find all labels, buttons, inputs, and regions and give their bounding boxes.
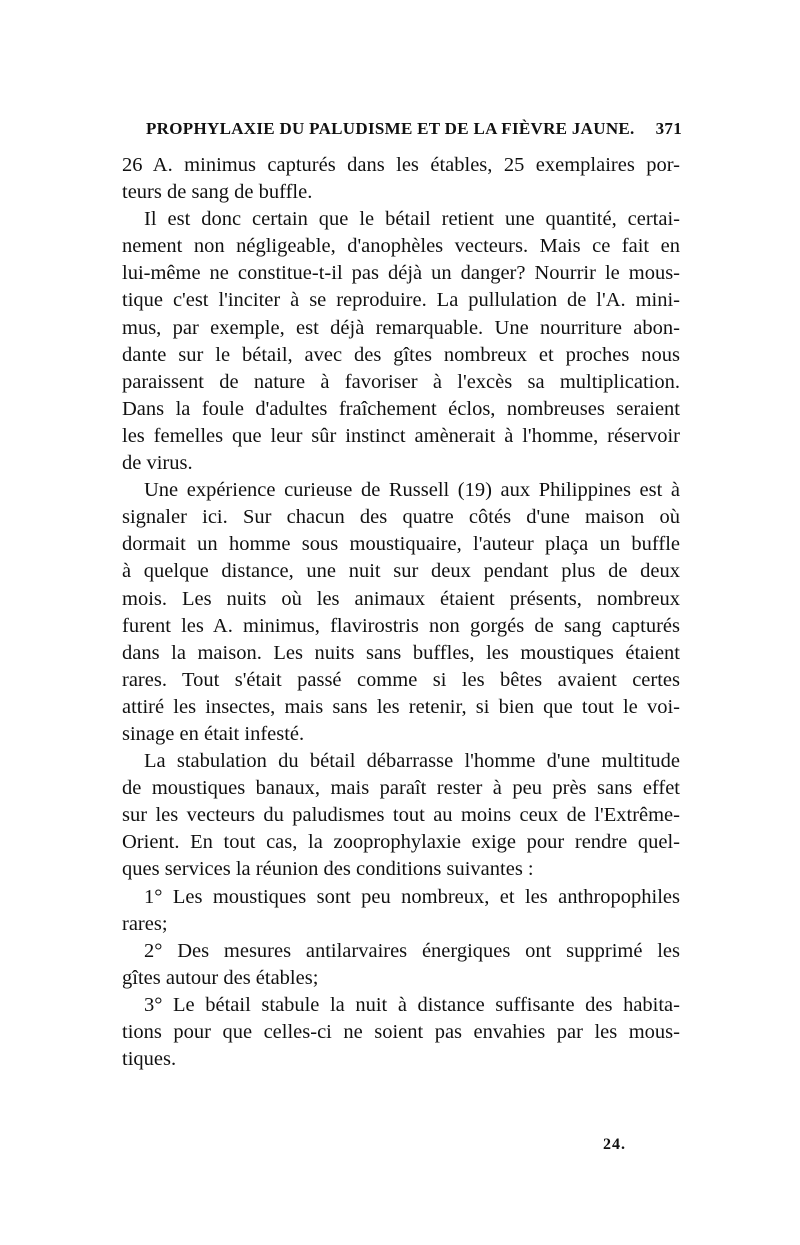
text-line: nement non négligeable, d'anophèles vecteurs. Mais ce fait en (122, 235, 680, 258)
text-line: dormait un homme sous moustiquaire, l'auteur plaça un buffle (122, 533, 680, 556)
text-line: mus, par exemple, est déjà remarquable. Une nourriture abon- (122, 316, 680, 339)
text-line: paraissent de nature à favoriser à l'excès sa multiplication. (122, 370, 680, 393)
text-line: 1° Les moustiques sont peu nombreux, et les anthropophiles (144, 885, 680, 908)
text-line: de moustiques banaux, mais paraît rester à peu près sans effet (122, 777, 680, 800)
text-line: à quelque distance, une nuit sur deux pendant plus de deux (122, 560, 680, 583)
text-line: furent les A. minimus, flavirostris non gorgés de sang capturés (122, 614, 680, 637)
text-line: Orient. En tout cas, la zooprophylaxie exige pour rendre quel- (122, 831, 680, 854)
text-line: de virus. (122, 452, 193, 475)
text-line: sur les vecteurs du paludismes tout au moins ceux de l'Extrême- (122, 804, 680, 827)
running-head (146, 119, 682, 139)
text-line: dante sur le bétail, avec des gîtes nombreux et proches nous (122, 343, 680, 366)
text-line: Il est donc certain que le bétail retient une quantité, certai- (144, 208, 680, 231)
text-line: tions pour que celles-ci ne soient pas envahies par les mous- (122, 1021, 680, 1043)
text-line: 3° Le bétail stabule la nuit à distance suffisante des habita- (144, 993, 680, 1016)
text-line: tiques. (122, 1048, 177, 1071)
text-line: attiré les insectes, mais sans les retenir, si bien que tout le voi- (122, 695, 680, 718)
text-line: mois. Les nuits où les animaux étaient présents, nombreux (122, 587, 680, 610)
text-line: lui-même ne constitue-t-il pas déjà un danger? Nourrir le mous- (122, 262, 680, 285)
text-line: teurs de sang de buffle. (122, 181, 313, 204)
text-line: 26 A. minimus capturés dans les étables, 25 exemplaires por- (122, 154, 680, 176)
text-line: 2° Des mesures antilarvaires énergiques ont supprimé les (144, 939, 680, 962)
text-line: signaler ici. Sur chacun des quatre côtés d'une maison où (122, 506, 680, 529)
page-number: 371 (655, 119, 682, 138)
text-line: gîtes autour des étables; (122, 966, 319, 989)
signature-mark: 24. (603, 1136, 626, 1153)
text-line: Dans la foule d'adultes fraîchement éclos, nombreuses seraient (122, 397, 680, 420)
text-line: dans la maison. Les nuits sans buffles, les moustiques étaient (122, 641, 680, 664)
text-line: tique c'est l'inciter à se reproduire. La pullulation de l'A. mini- (122, 289, 680, 312)
running-title: PROPHYLAXIE DU PALUDISME ET DE LA FIÈVRE JAUNE. (146, 119, 635, 138)
text-line: ques services la réunion des conditions suivantes : (122, 858, 534, 881)
text-line: sinage en était infesté. (122, 722, 305, 745)
text-line: rares; (122, 912, 168, 935)
text-line: Une expérience curieuse de Russell (19) aux Philippines est à (144, 479, 680, 502)
body-text (122, 152, 680, 1073)
text-line: rares. Tout s'était passé comme si les bêtes avaient certes (122, 668, 680, 691)
text-line: La stabulation du bétail débarrasse l'homme d'une multitude (144, 750, 680, 773)
text-line: les femelles que leur sûr instinct amènerait à l'homme, réservoir (122, 424, 680, 447)
